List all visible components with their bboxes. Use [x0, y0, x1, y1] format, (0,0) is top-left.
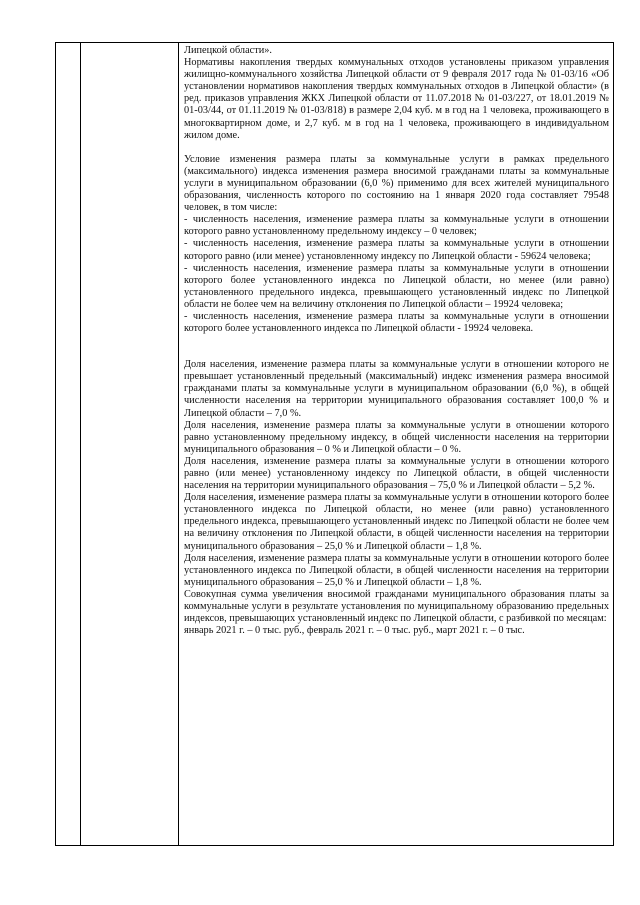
paragraph: - численность населения, изменение размера платы за коммунальные услуги в отношении которого равно установленному предельному индексу – 0 человек; — [184, 214, 609, 238]
paragraph-gap — [184, 335, 609, 347]
paragraph: Доля населения, изменение размера платы за коммунальные услуги в отношении которого равно (или менее) установленному индексу по Липецкой области, в общей численности населения на территории муниципального образования – 75,0 % и Липецкой области – 5,2 %. — [184, 455, 609, 492]
column-divider-1 — [80, 43, 81, 845]
document-text-cell — [184, 45, 609, 637]
paragraph: Доля населения, изменение размера платы за коммунальные услуги в отношении которого равно установленному предельному индексу, в общей численности населения на территории муниципального образования – 0 % и Липецкой области – 0 %. — [184, 419, 609, 455]
paragraph: - численность населения, изменение размера платы за коммунальные услуги в отношении которого равно (или менее) установленному индексу по Липецкой области - 59624 человека; — [184, 238, 609, 262]
paragraph: Доля населения, изменение размера платы за коммунальные услуги в отношении которого более установленного индекса по Липецкой области, в общей численности населения на территории муниципального образования – 25,0 % и Липецкой области – 1,8 %. — [184, 552, 609, 588]
column-divider-2 — [178, 43, 179, 845]
paragraph: Условие изменения размера платы за коммунальные услуги в рамках предельного (максимального) индекса изменения размера вносимой гражданами платы за коммунальные услуги в муниципальном образовании (6,0 %) применимо для всех жителей муниципального образования, численность которого по состоянию на 1 января 2020 года составляет 79548 человек, в том числе: — [184, 153, 609, 214]
paragraph: Доля населения, изменение размера платы за коммунальные услуги в отношении которого более установленного индекса по Липецкой области, но менее (или равно) установленного предельного индекса, превышающего установленный индекс по Липецкой области не более чем на величину отклонения по Липецкой области, в общей численности населения на территории муниципального образования – 25,0 % и Липецкой области – 1,8 %. — [184, 492, 609, 552]
paragraph-gap — [184, 142, 609, 154]
paragraph: - численность населения, изменение размера платы за коммунальные услуги в отношении которого более установленного индекса по Липецкой области - 19924 человека. — [184, 310, 609, 335]
paragraph: Доля населения, изменение размера платы за коммунальные услуги в отношении которого не превышает установленный предельный (максимальный) индекс изменения размера вносимой гражданами платы за коммунальные услуги в муниципальном образовании (6,0 %), в общей численности населения на территории муниципального образования составляет 100,0 % и Липецкой области – 7,0 %. — [184, 359, 609, 419]
paragraph: Нормативы накопления твердых коммунальных отходов установлены приказом управления жилищно-коммунального хозяйства Липецкой области от 9 февраля 2017 года № 01-03/16 «Об установлении нормативов накопления твердых коммунальных отходов в Липецкой области» (в ред. приказов управления ЖКХ Липецкой области от 11.07.2018 № 01-03/227, от 18.01.2019 № 01-03/44, от 01.11.2019 № 01-03/818) в размере 2,04 куб. м в год на 1 человека, проживающего в многоквартирном доме, и 2,7 куб. м в год на 1 человека, проживающего в индивидуальном жилом доме. — [184, 57, 609, 141]
paragraph: январь 2021 г. – 0 тыс. руб., февраль 2021 г. – 0 тыс. руб., март 2021 г. – 0 тыс. — [184, 625, 525, 637]
paragraph: Липецкой области». — [184, 45, 272, 56]
paragraph: Совокупная сумма увеличения вносимой гражданами муниципального образования платы за коммунальные услуги в результате установления по муниципальному образованию предельных индексов, превышающих установленный индекс по Липецкой области, с разбивкой по месяцам: — [184, 588, 609, 625]
paragraph-gap — [184, 347, 609, 359]
table-frame — [55, 42, 614, 846]
paragraph: - численность населения, изменение размера платы за коммунальные услуги в отношении которого более установленного индекса по Липецкой области, но менее (или равно) установленного предельного индекса, превышающего установленный индекс по Липецкой области не более чем на величину отклонения по Липецкой области – 19924 человека; — [184, 262, 609, 310]
